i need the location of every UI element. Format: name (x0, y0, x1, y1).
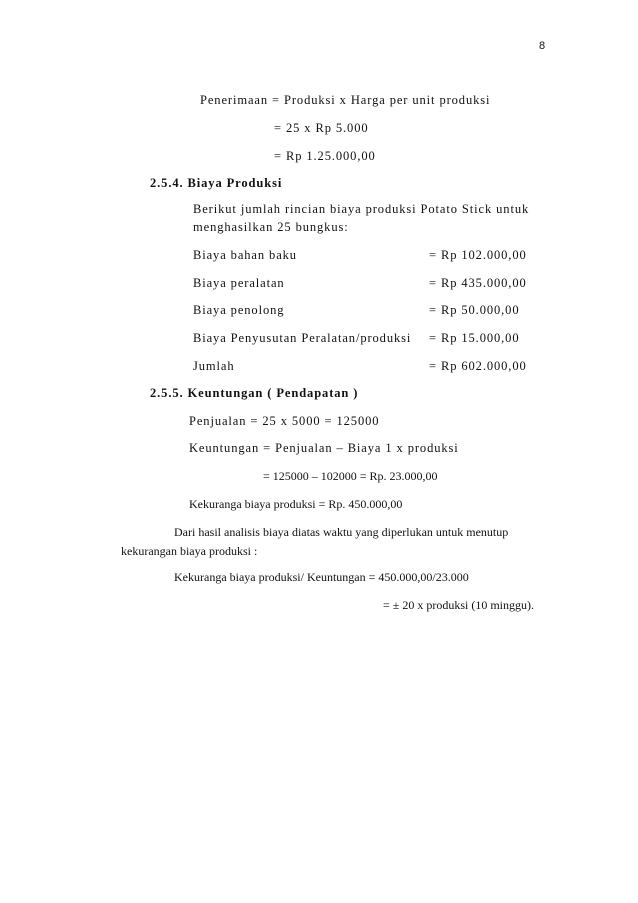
biaya-intro-line2: menghasilkan 25 bungkus: (193, 220, 349, 234)
analysis-formula: Kekuranga biaya produksi/ Keuntungan = 450.000,00/23.000 (174, 570, 469, 584)
section-heading-keuntungan: 2.5.5. Keuntungan ( Pendapatan ) (150, 386, 359, 400)
cost-item-label: Biaya peralatan (193, 276, 285, 290)
biaya-intro-line1: Berikut jumlah rincian biaya produksi Potato Stick untuk (193, 202, 530, 216)
cost-item-label: Biaya penolong (193, 303, 285, 317)
keuntungan-result: = 125000 – 102000 = Rp. 23.000,00 (263, 469, 438, 483)
analysis-paragraph-line2: kekurangan biaya produksi : (121, 544, 258, 558)
analysis-result: = ± 20 x produksi (10 minggu). (383, 598, 535, 612)
cost-item-label: Biaya Penyusutan Peralatan/produksi (193, 331, 412, 345)
penerimaan-formula: Penerimaan = Produksi x Harga per unit produksi (200, 93, 491, 107)
cost-item-label: Biaya bahan baku (193, 248, 297, 262)
section-heading-biaya-produksi: 2.5.4. Biaya Produksi (150, 176, 283, 190)
penjualan-formula: Penjualan = 25 x 5000 = 125000 (189, 414, 380, 428)
penerimaan-calculation: = 25 x Rp 5.000 (274, 121, 369, 135)
kekurangan-biaya: Kekuranga biaya produksi = Rp. 450.000,00 (189, 497, 403, 511)
cost-item-value: = Rp 102.000,00 (429, 248, 527, 262)
cost-total-value: = Rp 602.000,00 (429, 359, 527, 373)
cost-item-value: = Rp 15.000,00 (429, 331, 520, 345)
cost-item-value: = Rp 435.000,00 (429, 276, 527, 290)
cost-total-label: Jumlah (193, 359, 235, 373)
penerimaan-result: = Rp 1.25.000,00 (274, 149, 376, 163)
keuntungan-formula: Keuntungan = Penjualan – Biaya 1 x produksi (189, 441, 459, 455)
cost-item-value: = Rp 50.000,00 (429, 303, 520, 317)
page-number: 8 (539, 40, 546, 52)
analysis-paragraph-line1: Dari hasil analisis biaya diatas waktu yang diperlukan untuk menutup (174, 525, 509, 539)
